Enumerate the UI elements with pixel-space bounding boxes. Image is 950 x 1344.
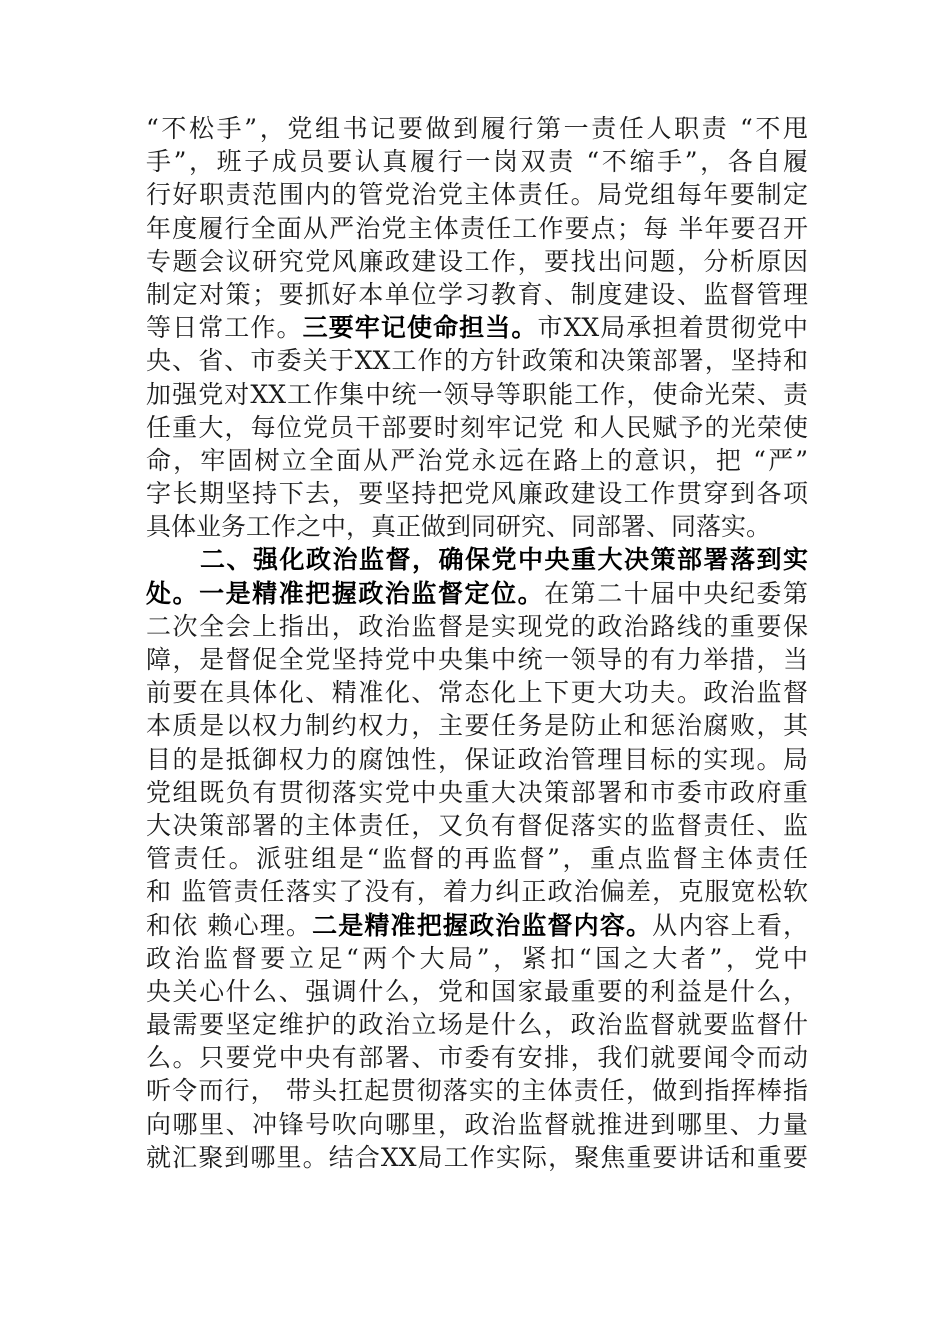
- text-line: [146, 942, 808, 975]
- text-line: [146, 311, 808, 344]
- body-text: 党组既负有贯彻落实党中央重大决策部署和市委市政府重: [146, 777, 808, 807]
- text-line: [146, 378, 808, 411]
- body-text: 命，牢固树立全面从严治党永远在路上的意识，把 “严”: [146, 445, 808, 475]
- body-text: 等日常工作。: [146, 313, 303, 343]
- text-line: [146, 145, 808, 178]
- body-text: 从内容上看，: [652, 910, 808, 940]
- text-line: [146, 477, 808, 510]
- body-text: 前要在具体化、精准化、常态化上下更大功夫。政治监督: [146, 678, 808, 708]
- text-line: [146, 1108, 808, 1141]
- body-text: 具体业务工作之中，真正做到同研究、同部署、同落实。: [146, 512, 772, 542]
- body-text: 专题会议研究党风廉政建设工作，要找出问题，分析原因: [146, 246, 808, 276]
- text-line: [146, 1008, 808, 1041]
- body-text: 央关心什么、强调什么，党和国家最重要的利益是什么，: [146, 976, 808, 1006]
- body-text: 和依 赖心理。: [146, 910, 313, 940]
- body-text: 本质是以权力制约权力，主要任务是防止和惩治腐败，其: [146, 711, 808, 741]
- text-line: [146, 577, 808, 610]
- text-line: [146, 178, 808, 211]
- bold-heading-text: 处。一是精准把握政治监督定位。: [146, 578, 545, 608]
- text-line: [146, 975, 808, 1008]
- text-line: [146, 610, 808, 643]
- body-text: 央、省、市委关于XX工作的方针政策和决策部署，坚持和: [146, 346, 808, 376]
- body-text: “不松手”，党组书记要做到履行第一责任人职责 “不甩: [146, 114, 808, 143]
- body-text: 听令而行， 带头扛起贯彻落实的主体责任，做到指挥棒指: [146, 1076, 808, 1106]
- body-text: 手”，班子成员要认真履行一岗双责 “不缩手”，各自履: [146, 147, 808, 177]
- text-line: [146, 245, 808, 278]
- text-line: [146, 444, 808, 477]
- text-line: [146, 1074, 808, 1107]
- body-text: 任重大，每位党员干部要时刻牢记党 和人民赋予的光荣使: [146, 412, 808, 442]
- text-line: [146, 411, 808, 444]
- text-line: [146, 743, 808, 776]
- text-line: [146, 643, 808, 676]
- text-line: [146, 278, 808, 311]
- text-line: [146, 842, 808, 875]
- body-text: 障，是督促全党坚持党中央集中统一领导的有力举措，当: [146, 645, 808, 674]
- text-line: [146, 776, 808, 809]
- body-text: 行好职责范围内的管党治党主体责任。局党组每年要制定: [146, 180, 808, 210]
- text-line: [146, 875, 808, 908]
- document-body: [146, 112, 808, 1174]
- body-text: 目的是抵御权力的腐蚀性，保证政治管理目标的实现。局: [146, 744, 808, 774]
- text-line: [146, 344, 808, 377]
- body-text: 年度履行全面从严治党主体责任工作要点；每 半年要召开: [146, 213, 808, 243]
- body-text: 二次全会上指出，政治监督是实现党的政治路线的重要保: [146, 611, 808, 641]
- bold-heading-text: 三要牢记使命担当。: [302, 313, 538, 343]
- body-text: 就汇聚到哪里。结合XX局工作实际，聚焦重要讲话和重要: [146, 1142, 808, 1172]
- text-line: [146, 510, 808, 543]
- text-line: [146, 809, 808, 842]
- body-text: 加强党对XX工作集中统一领导等职能工作，使命光荣、责: [146, 379, 808, 409]
- bold-heading-text: 二、强化政治监督，确保党中央重大决策部署落到实: [200, 545, 808, 575]
- body-text: 制定对策；要抓好本单位学习教育、制度建设、监督管理: [146, 279, 808, 309]
- bold-heading-text: 二是精准把握政治监督内容。: [312, 910, 653, 940]
- body-text: 么。只要党中央有部署、市委有安排，我们就要闻令而动: [146, 1043, 808, 1073]
- text-line: [146, 709, 808, 742]
- text-line: [146, 1041, 808, 1074]
- body-text: 政治监督要立足“两个大局”，紧扣“国之大者”，党中: [146, 943, 808, 973]
- text-line: [146, 212, 808, 245]
- body-text: 字长期坚持下去，要坚持把党风廉政建设工作贯穿到各项: [146, 479, 808, 509]
- body-text: 和 监管责任落实了没有，着力纠正政治偏差，克服宽松软: [146, 877, 808, 907]
- body-text: 向哪里、冲锋号吹向哪里，政治监督就推进到哪里、力量: [146, 1109, 808, 1139]
- body-text: 管责任。派驻组是“监督的再监督”，重点监督主体责任: [146, 844, 808, 874]
- text-line: [146, 1141, 808, 1174]
- body-text: 市XX局承担着贯彻党中: [537, 313, 808, 343]
- text-line: [146, 543, 808, 576]
- text-line: [146, 909, 808, 942]
- body-text: 在第二十届中央纪委第: [544, 578, 808, 608]
- text-line: [146, 112, 808, 145]
- body-text: 大决策部署的主体责任，又负有督促落实的监督责任、监: [146, 810, 808, 840]
- text-line: [146, 676, 808, 709]
- body-text: 最需要坚定维护的政治立场是什么，政治监督就要监督什: [146, 1010, 808, 1040]
